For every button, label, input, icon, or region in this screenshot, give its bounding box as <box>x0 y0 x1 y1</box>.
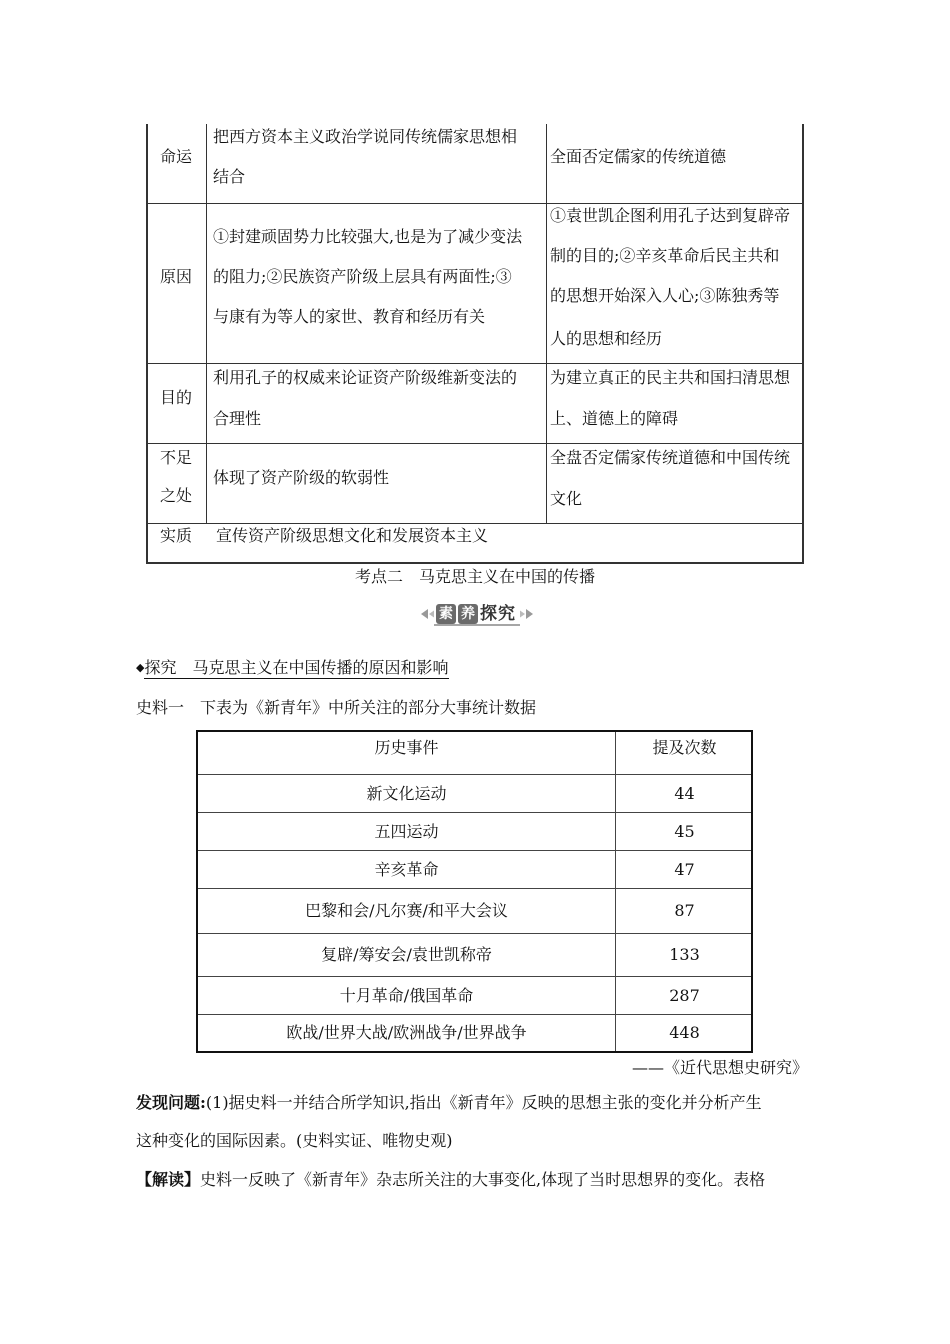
inquiry-heading <box>136 655 449 683</box>
source-intro: 史料一 下表为《新青年》中所关注的部分大事统计数据 <box>136 698 537 717</box>
table-cell-count: 448 <box>669 1023 700 1042</box>
table-cell-count: 133 <box>669 945 700 964</box>
merged-cell: 宣传资产阶级思想文化和发展资本主义 <box>216 526 489 545</box>
discover-text: (1)据史料一并结合所学知识,指出《新青年》反映的思想主张的变化并分析产生 <box>205 1093 762 1112</box>
cell-left: 结合 <box>213 167 246 186</box>
diamond-icon: ◆ <box>136 661 145 674</box>
banner-char: 素 <box>439 606 453 622</box>
analysis-paragraph <box>136 1161 816 1199</box>
table-header-event: 历史事件 <box>374 738 439 757</box>
cell-right: 的思想开始深入人心;③陈独秀等 <box>550 286 780 305</box>
table-cell-count: 287 <box>669 986 700 1005</box>
table-cell-event: 十月革命/俄国革命 <box>339 986 474 1005</box>
cell-left: 利用孔子的权威来论证资产阶级维新变法的 <box>213 368 518 387</box>
row-label: 目的 <box>160 388 193 407</box>
discover-label: 发现问题: <box>136 1093 206 1112</box>
analysis-text: 史料一反映了《新青年》杂志所关注的大事变化,体现了当时思想界的变化。表格 <box>200 1170 766 1189</box>
row-label: 之处 <box>160 486 193 505</box>
table-cell-event: 新文化运动 <box>366 784 447 803</box>
inquiry-text: 马克思主义在中国传播的原因和影响 <box>192 658 449 677</box>
table-cell-event: 复辟/筹安会/袁世凯称帝 <box>321 945 492 964</box>
row-label: 原因 <box>160 267 193 286</box>
banner-text: 探究 <box>480 604 516 624</box>
cell-left: 的阻力;②民族资产阶级上层具有两面性;③ <box>213 267 512 286</box>
section-title: 考点二 马克思主义在中国的传播 <box>354 567 595 586</box>
row-label: 命运 <box>160 147 193 166</box>
cell-right: 文化 <box>550 489 583 508</box>
comparison-table <box>146 124 805 564</box>
table-cell-event: 辛亥革命 <box>374 860 439 879</box>
discover-question-line-2: 这种变化的国际因素。(史料实证、唯物史观) <box>136 1131 453 1150</box>
table-cell-count: 44 <box>674 784 695 803</box>
banner-char: 养 <box>461 606 475 622</box>
analysis-label: 【解读】 <box>136 1170 201 1189</box>
table-cell-event: 巴黎和会/凡尔赛/和平大会议 <box>305 901 508 920</box>
cell-right: 制的目的;②辛亥革命后民主共和 <box>550 246 780 265</box>
discover-question-line <box>136 1084 816 1122</box>
section-banner <box>418 600 536 628</box>
cell-right: ①袁世凯企图利用孔子达到复辟帝 <box>550 206 791 225</box>
cell-right: 上、道德上的障碍 <box>550 409 679 428</box>
row-label: 实质 <box>160 526 193 545</box>
cell-right: 全面否定儒家的传统道德 <box>550 147 727 166</box>
cell-left: 与康有为等人的家世、教育和经历有关 <box>213 307 486 326</box>
cell-right: 全盘否定儒家传统道德和中国传统 <box>550 448 791 467</box>
table-cell-count: 45 <box>674 822 695 841</box>
cell-left: 合理性 <box>213 409 262 428</box>
cell-left: 把西方资本主义政治学说同传统儒家思想相 <box>213 127 518 146</box>
table-header-count: 提及次数 <box>652 738 717 757</box>
stats-table <box>196 730 753 1053</box>
cell-right: 人的思想和经历 <box>550 329 663 348</box>
cell-left: ①封建顽固势力比较强大,也是为了减少变法 <box>213 227 523 246</box>
citation: ——《近代思想史研究》 <box>631 1058 808 1077</box>
row-label: 不足 <box>160 448 193 467</box>
table-cell-event: 欧战/世界大战/欧洲战争/世界战争 <box>286 1023 527 1042</box>
table-cell-count: 87 <box>674 901 695 920</box>
inquiry-prefix: 探究 <box>144 658 177 677</box>
cell-right: 为建立真正的民主共和国扫清思想 <box>550 368 791 387</box>
table-cell-count: 47 <box>674 860 695 879</box>
table-cell-event: 五四运动 <box>374 822 439 841</box>
cell-left: 体现了资产阶级的软弱性 <box>213 468 390 487</box>
